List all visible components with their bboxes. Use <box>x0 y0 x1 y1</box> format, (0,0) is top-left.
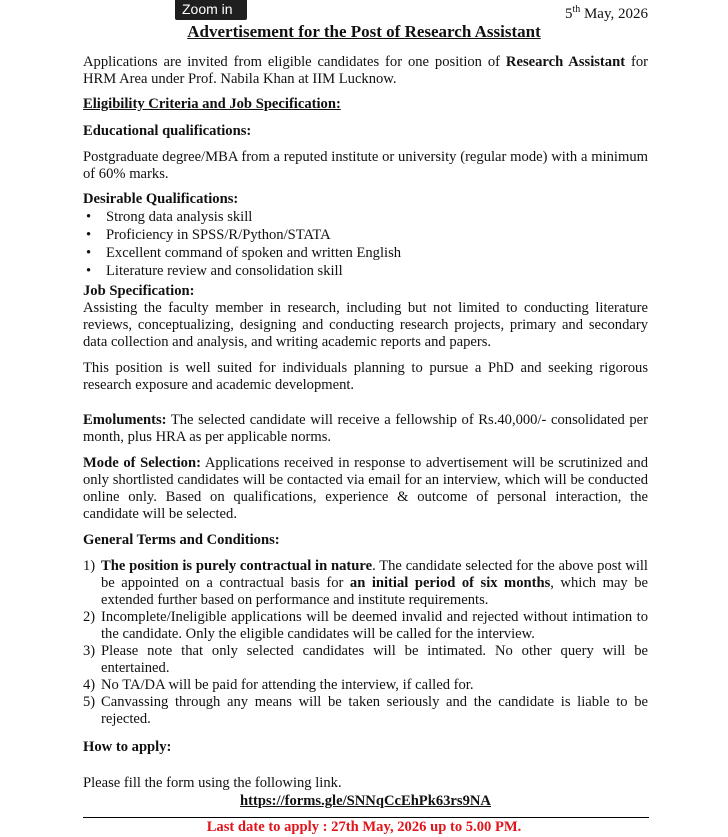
page-title: Advertisement for the Post of Research Assistant <box>187 22 541 41</box>
term-text: Please note that only selected candidates will be intimated. No other query will be entertained. <box>101 643 648 676</box>
selection-label: Mode of Selection: <box>83 455 201 471</box>
list-item: • Literature review and consolidation skill <box>83 262 648 280</box>
term-bold-text: an initial period of six months <box>349 575 551 591</box>
position-name: Research Assistant <box>505 54 626 70</box>
intro-text-b: for HRM Area under Prof. Nabila Khan at IIM Lucknow. <box>83 54 648 87</box>
terms-list <box>83 558 648 728</box>
list-item <box>83 677 648 694</box>
job-text: Assisting the faculty member in research, including but not limited to conducting literature reviews, conceptualizing, designing and conducting research projects, primary and secondary data collection and analysis, and writing academic reports and papers. <box>83 300 648 350</box>
document-date <box>565 4 648 23</box>
emoluments-paragraph <box>83 412 648 446</box>
job-heading: Job Specification: <box>83 283 195 299</box>
application-form-link[interactable]: https://forms.gle/SNNqCcEhPk63rs9NA <box>240 793 491 809</box>
term-text: Canvassing through any means will be taken seriously and the candidate is liable to be rejected. <box>101 694 648 727</box>
list-item: • Proficiency in SPSS/R/Python/STATA <box>83 226 648 244</box>
eligibility-heading: Eligibility Criteria and Job Specification: <box>83 96 341 112</box>
education-text: Postgraduate degree/MBA from a reputed institute or university (regular mode) with a minimum of 60% marks. <box>83 149 648 182</box>
date-day: 5 <box>564 6 573 22</box>
zoom-in-button[interactable]: Zoom in <box>175 0 247 20</box>
list-item <box>83 558 648 609</box>
intro-paragraph <box>83 54 648 88</box>
term-text: . The candidate selected for the above post will be appointed on a contractual basis for <box>101 558 648 591</box>
list-item: • Strong data analysis skill <box>83 208 648 226</box>
desirable-heading: Desirable Qualifications: <box>83 191 239 207</box>
education-heading: Educational qualifications: <box>83 123 252 139</box>
term-text: No TA/DA will be paid for attending the interview, if called for. <box>101 677 474 693</box>
term-number: 2) <box>83 609 96 625</box>
divider <box>83 817 649 818</box>
term-bold-text: The position is purely contractual in nature <box>101 558 373 574</box>
intro-text-a: Applications are invited from eligible candidates for one position of <box>83 54 506 70</box>
list-item <box>83 694 648 728</box>
date-suffix: th <box>572 4 581 15</box>
term-number: 4) <box>83 677 96 693</box>
term-text: , which may be extended further based on performance and institute requirements. <box>101 575 648 608</box>
date-month-year: May, 2026 <box>580 6 648 22</box>
terms-heading: General Terms and Conditions: <box>83 532 280 548</box>
selection-paragraph <box>83 455 648 523</box>
list-item <box>83 609 648 643</box>
emoluments-text: The selected candidate will receive a fellowship of Rs.40,000/- consolidated per month, plus HRA as per applicable norms. <box>83 412 648 445</box>
apply-heading: How to apply: <box>83 739 172 755</box>
list-item <box>83 643 648 677</box>
term-text: Incomplete/Ineligible applications will be deemed invalid and rejected without intimation to the candidate. Only the eligible candidates will be called for the interview. <box>101 609 648 642</box>
job-suited-text: This position is well suited for individuals planning to pursue a PhD and seeking rigorous research exposure and academic development. <box>83 360 648 393</box>
advertisement-body <box>83 54 648 810</box>
list-item: • Excellent command of spoken and written English <box>83 244 648 262</box>
apply-text: Please fill the form using the following link. <box>83 775 342 791</box>
term-number: 1) <box>83 558 96 574</box>
term-number: 3) <box>83 643 96 659</box>
deadline-notice: Last date to apply : 27th May, 2026 up to 5.00 PM. <box>206 819 522 835</box>
emoluments-label: Emoluments: <box>83 412 167 428</box>
desirable-list <box>83 208 648 280</box>
term-number: 5) <box>83 694 96 710</box>
selection-text: Applications received in response to advertisement will be scrutinized and only shortlisted candidates will be contacted via email for an interview, which will be conducted online only. Based on qualifications, experience & outcome of personal interaction, the candidate will be selected. <box>83 455 648 522</box>
